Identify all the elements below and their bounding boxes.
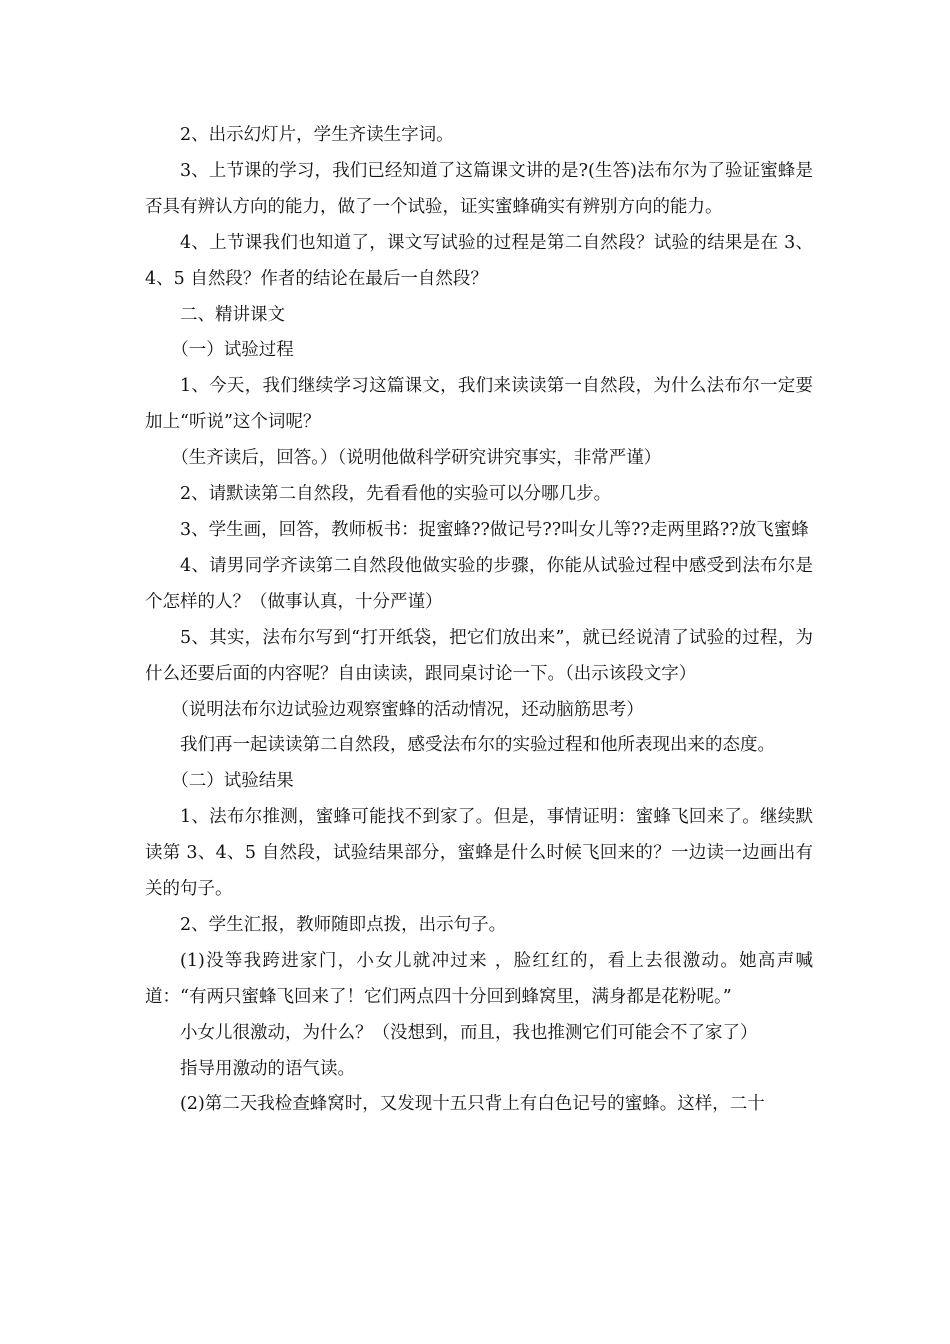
paragraph: 2、请默读第二自然段，先看看他的实验可以分哪几步。 <box>180 484 612 505</box>
subsection-heading: （一）试验过程 <box>171 340 294 361</box>
paragraph: 3、上节课的学习，我们已经知道了这篇课文讲的是?(生答)法布尔为了验证蜜蜂是否具有辨认方向的能力，做了一个试验，证实蜜蜂确实有辨别方向的能力。 <box>145 160 813 217</box>
paragraph: （生齐读后，回答。）（说明他做科学研究讲究事实，非常严谨） <box>171 448 662 469</box>
paragraph: 4、请男同学齐读第二自然段他做实验的步骤，你能从试验过程中感受到法布尔是个怎样的人？（做事认真，十分严谨） <box>145 555 813 612</box>
document-body <box>145 118 813 1123</box>
paragraph: 3、学生画，回答，教师板书：捉蜜蜂??做记号??叫女儿等??走两里路??放飞蜜蜂 <box>180 519 809 540</box>
paragraph: 5、其实，法布尔写到“打开纸袋，把它们放出来”，就已经说清了试验的过程，为什么还要后面的内容呢？自由读读，跟同桌讨论一下。（出示该段文字） <box>145 627 813 684</box>
paragraph: 指导用激动的语气读。 <box>180 1058 355 1079</box>
paragraph: 小女儿很激动，为什么？（没想到，而且，我也推测它们可能会不了家了） <box>180 1022 758 1043</box>
paragraph: 2、出示幻灯片，学生齐读生字词。 <box>180 125 454 145</box>
paragraph: 1、法布尔推测，蜜蜂可能找不到家了。但是，事情证明：蜜蜂飞回来了。继续默读第 3、4、5 自然段，试验结果部分，蜜蜂是什么时候飞回来的？一边读一边画出有关的句子。 <box>145 807 813 900</box>
paragraph: 4、上节课我们也知道了，课文写试验的过程是第二自然段？试验的结果是在 3、4、5 自然段？作者的结论在最后一自然段？ <box>145 232 813 289</box>
paragraph: (2)第二天我检查蜂窝时，又发现十五只背上有白色记号的蜜蜂。这样，二十 <box>180 1094 765 1115</box>
paragraph: 我们再一起读读第二自然段，感受法布尔的实验过程和他所表现出来的态度。 <box>180 735 775 756</box>
paragraph: （说明法布尔边试验边观察蜜蜂的活动情况，还动脑筋思考） <box>171 699 644 720</box>
section-heading: 二、精讲课文 <box>180 304 285 325</box>
paragraph: 1、今天，我们继续学习这篇课文，我们来读读第一自然段，为什么法布尔一定要加上“听说”这个词呢？ <box>145 376 813 433</box>
paragraph: (1)没等我跨进家门，小女儿就冲过来 ，脸红红的，看上去很激动。她高声喊道：“有两只蜜蜂飞回来了！它们两点四十分回到蜂窝里，满身都是花粉呢。” <box>145 950 813 1007</box>
paragraph: 2、学生汇报，教师随即点拨，出示句子。 <box>180 914 507 935</box>
subsection-heading: （二）试验结果 <box>171 771 294 792</box>
